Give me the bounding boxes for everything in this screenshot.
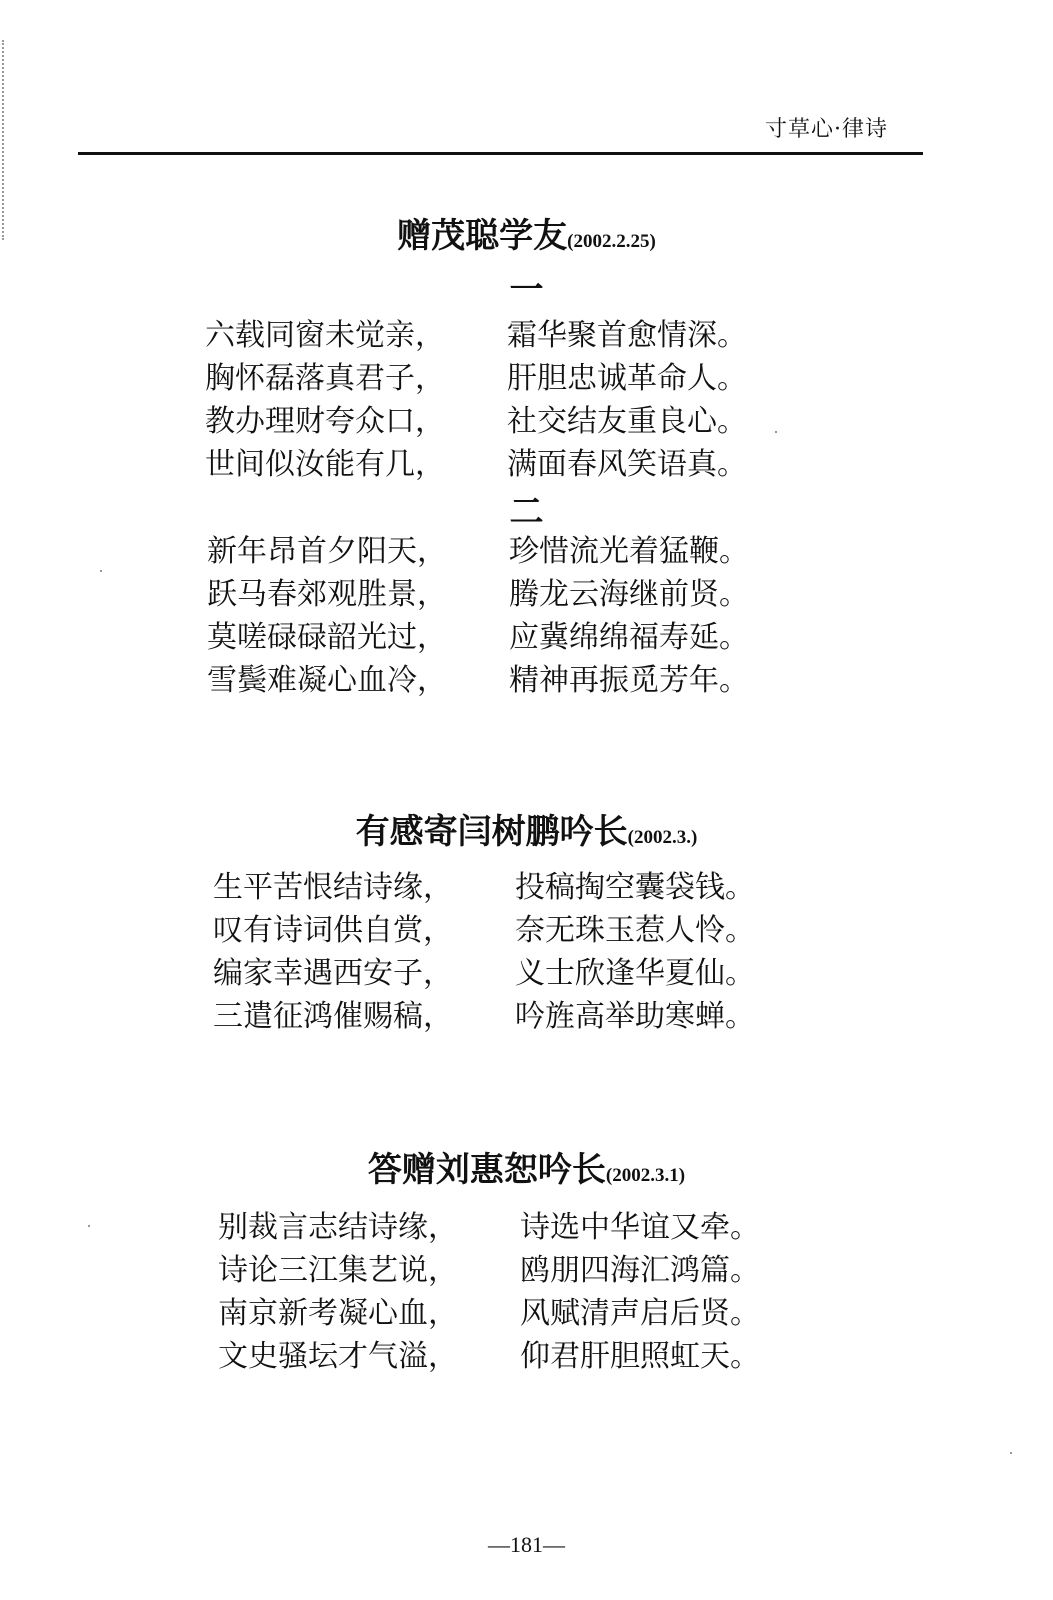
verse-second-half: 奈无珠玉惹人怜。 — [515, 913, 755, 948]
scan-speck — [775, 431, 777, 433]
verse-line — [0, 400, 1053, 443]
poem-stanza — [0, 530, 1053, 702]
verse-second-half: 鸥朋四海汇鸿篇。 — [520, 1253, 760, 1288]
verse-first-half: 新年昂首夕阳天， — [207, 534, 447, 569]
poem-title — [0, 1142, 1053, 1191]
poem-title — [0, 208, 1053, 257]
scan-speck — [1010, 1452, 1012, 1454]
poem-title-text: 答赠刘惠恕吟长 — [367, 1150, 606, 1190]
poem-date: (2002.3.) — [627, 827, 698, 848]
verse-line — [0, 952, 1053, 995]
verse-line — [0, 1292, 1053, 1335]
poem-title-text: 赠茂聪学友 — [397, 216, 568, 256]
poem-date: (2002.2.25) — [567, 231, 656, 252]
verse-first-half: 生平苦恨结诗缘， — [213, 870, 453, 905]
verse-second-half: 肝胆忠诚革命人。 — [507, 361, 747, 396]
verse-line — [0, 573, 1053, 616]
verse-line — [0, 659, 1053, 702]
verse-first-half: 三遣征鸿催赐稿， — [213, 999, 453, 1034]
verse-second-half: 诗选中华谊又牵。 — [520, 1210, 760, 1245]
verse-second-half: 吟旌高举助寒蝉。 — [515, 999, 755, 1034]
verse-line — [0, 357, 1053, 400]
verse-line — [0, 866, 1053, 909]
verse-line — [0, 1335, 1053, 1378]
verse-second-half: 应冀绵绵福寿延。 — [509, 620, 749, 655]
verse-second-half: 腾龙云海继前贤。 — [509, 577, 749, 612]
verse-line — [0, 616, 1053, 659]
section-mark: 二 — [509, 492, 544, 532]
verse-second-half: 霜华聚首愈情深。 — [507, 318, 747, 353]
verse-second-half: 珍惜流光着猛鞭。 — [509, 534, 749, 569]
verse-line — [0, 314, 1053, 357]
poem-stanza — [0, 866, 1053, 1038]
verse-second-half: 义士欣逢华夏仙。 — [515, 956, 755, 991]
verse-line — [0, 1249, 1053, 1292]
verse-first-half: 世间似汝能有几， — [205, 447, 445, 482]
verse-second-half: 投稿掏空囊袋钱。 — [515, 870, 755, 905]
verse-line — [0, 530, 1053, 573]
verse-first-half: 跃马春郊观胜景， — [207, 577, 447, 612]
poem-date: (2002.3.1) — [605, 1165, 686, 1186]
verse-second-half: 精神再振觅芳年。 — [509, 663, 749, 698]
section-mark: 一 — [509, 270, 544, 310]
poem-title-text: 有感寄闫树鹏吟长 — [355, 812, 628, 852]
verse-second-half: 满面春风笑语真。 — [507, 447, 747, 482]
verse-first-half: 叹有诗词供自赏， — [213, 913, 453, 948]
verse-first-half: 雪鬓难凝心血冷， — [207, 663, 447, 698]
page-number: —181— — [488, 1532, 565, 1557]
verse-first-half: 文史骚坛才气溢， — [218, 1339, 458, 1374]
poem-title — [0, 804, 1053, 853]
verse-line — [0, 1206, 1053, 1249]
running-header: 寸草心·律诗 — [765, 117, 888, 142]
verse-first-half: 编家幸遇西安子， — [213, 956, 453, 991]
scan-speck — [100, 570, 102, 572]
verse-second-half: 仰君肝胆照虹天。 — [520, 1339, 760, 1374]
verse-first-half: 南京新考凝心血， — [218, 1296, 458, 1331]
verse-first-half: 教办理财夸众口， — [205, 404, 445, 439]
verse-first-half: 莫嗟碌碌韶光过， — [207, 620, 447, 655]
verse-line — [0, 909, 1053, 952]
verse-first-half: 诗论三江集艺说， — [218, 1253, 458, 1288]
verse-first-half: 胸怀磊落真君子， — [205, 361, 445, 396]
poem-stanza — [0, 1206, 1053, 1378]
verse-second-half: 社交结友重良心。 — [507, 404, 747, 439]
verse-second-half: 风赋清声启后贤。 — [520, 1296, 760, 1331]
scan-speck — [88, 1225, 90, 1227]
verse-first-half: 六载同窗未觉亲， — [205, 318, 445, 353]
poem-stanza — [0, 314, 1053, 486]
verse-line — [0, 995, 1053, 1038]
verse-line — [0, 443, 1053, 486]
verse-first-half: 别裁言志结诗缘， — [218, 1210, 458, 1245]
header-rule — [78, 152, 923, 155]
